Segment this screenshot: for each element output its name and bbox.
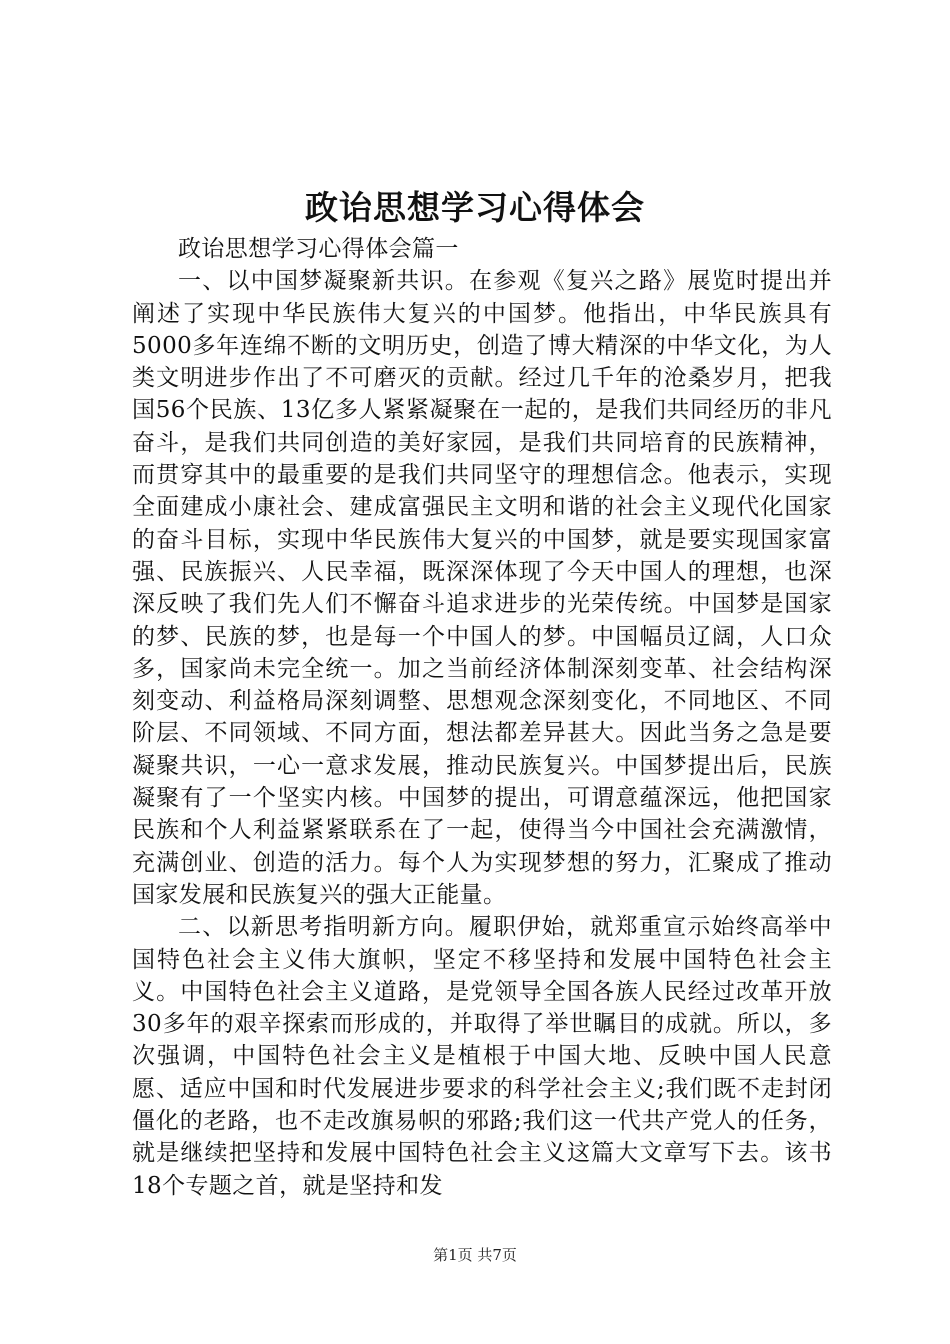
document-title: 政诒思想学习心得体会: [305, 188, 645, 227]
body-paragraph: 二、以新思考指明新方向。履职伊始，就郑重宣示始终高举中国特色社会主义伟大旗帜，坚定不移坚持和发展中国特色社会主义。中国特色社会主义道路，是党领导全国各族人民经过改革开放30多年的艰辛探索而形成的，并取得了举世瞩目的成就。所以，多次强调，中国特色社会主义是植根于中国大地、反映中国人民意愿、适应中国和时代发展进步要求的科学社会主义;我们既不走封闭僵化的老路，也不走改旗易帜的邪路;我们这一代共产党人的任务，就是继续把坚持和发展中国特色社会主义这篇大文章写下去。该书18个专题之首，就是坚持和发: [132, 914, 832, 1199]
page-number: 第1页 共7页: [433, 1246, 517, 1264]
document-body: [132, 233, 832, 1202]
section-heading: 政诒思想学习心得体会篇一: [178, 236, 459, 262]
body-paragraph: 一、以中国梦凝聚新共识。在参观《复兴之路》展览时提出并阐述了实现中华民族伟大复兴的中国梦。他指出，中华民族具有5000多年连绵不断的文明历史，创造了博大精深的中华文化，为人类文明进步作出了不可磨灭的贡献。经过几千年的沧桑岁月，把我国56个民族、13亿多人紧紧凝聚在一起的，是我们共同经历的非凡奋斗，是我们共同创造的美好家园，是我们共同培育的民族精神，而贯穿其中的最重要的是我们共同坚守的理想信念。他表示，实现全面建成小康社会、建成富强民主文明和谐的社会主义现代化国家的奋斗目标，实现中华民族伟大复兴的中国梦，就是要实现国家富强、民族振兴、人民幸福，既深深体现了今天中国人的理想，也深深反映了我们先人们不懈奋斗追求进步的光荣传统。中国梦是国家的梦、民族的梦，也是每一个中国人的梦。中国幅员辽阔，人口众多，国家尚未完全统一。加之当前经济体制深刻变革、社会结构深刻变动、利益格局深刻调整、思想观念深刻变化，不同地区、不同阶层、不同领域、不同方面，想法都差异甚大。因此当务之急是要凝聚共识，一心一意求发展，推动民族复兴。中国梦提出后，民族凝聚有了一个坚实内核。中国梦的提出，可谓意蕴深远，他把国家民族和个人利益紧紧联系在了一起，使得当今中国社会充满激情，充满创业、创造的活力。每个人为实现梦想的努力，汇聚成了推动国家发展和民族复兴的强大正能量。: [132, 268, 832, 908]
